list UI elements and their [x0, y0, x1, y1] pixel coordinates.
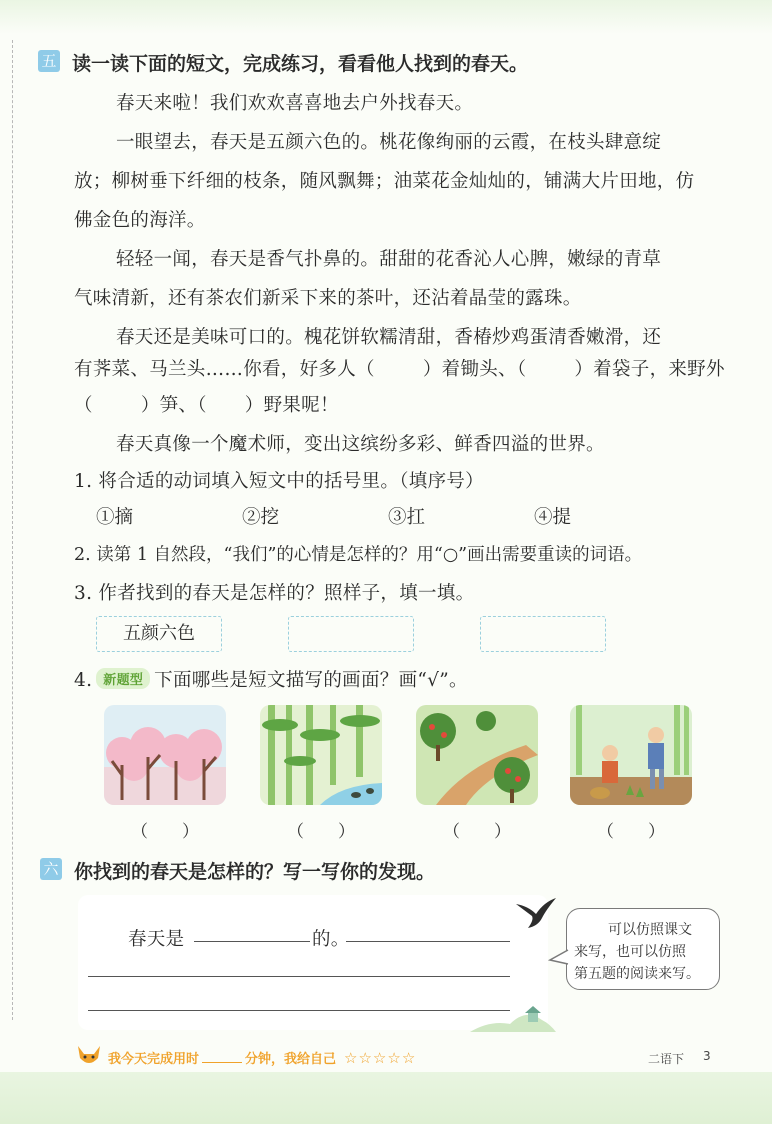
- passage-p4-line3-a: （: [74, 395, 93, 416]
- passage-p3-line1: 轻轻一闻，春天是香气扑鼻的。甜甜的花香沁人心脾，嫩绿的青草: [116, 249, 662, 270]
- section-6-title: 你找到的春天是怎样的？写一写你的发现。: [74, 861, 436, 883]
- footer-minutes-blank[interactable]: [202, 1062, 242, 1063]
- section-5-title: 读一读下面的短文，完成练习，看看他人找到的春天。: [72, 53, 529, 75]
- passage-p4-line3-b: ）笋、（: [140, 395, 207, 416]
- new-type-badge: 新题型: [96, 668, 150, 689]
- top-decor-band: [0, 0, 772, 34]
- fox-icon: [76, 1044, 102, 1068]
- passage-p4-line3: [74, 391, 339, 417]
- option-3: ③扛: [388, 507, 426, 528]
- answer-box-1[interactable]: [288, 616, 414, 652]
- cut-line: [12, 40, 13, 1020]
- footer-stars[interactable]: ☆☆☆☆☆: [344, 1049, 417, 1067]
- footer-text-a: 我今天完成用时: [108, 1052, 200, 1067]
- bottom-decor-band: [0, 1072, 772, 1124]
- option-1: ①摘: [96, 507, 134, 528]
- writing-prompt-start: 春天是: [128, 929, 185, 950]
- passage-p4-line2-a: 有荠菜、马兰头……你看，好多人（: [74, 359, 375, 380]
- passage-p2-line3: 佛金色的海洋。: [74, 210, 206, 231]
- picture-answer-1[interactable]: （ ）: [131, 822, 199, 842]
- question-2: 2. 读第 1 自然段，“我们”的心情是怎样的？用“○”画出需要重读的词语。: [74, 545, 643, 565]
- bubble-tail-icon: [548, 948, 570, 968]
- option-4: ④提: [534, 507, 572, 528]
- footer-time: [108, 1048, 416, 1067]
- writing-prompt-end: 的。: [312, 929, 350, 950]
- writing-line-3[interactable]: [88, 1010, 510, 1011]
- hill-decor-icon: [470, 1002, 556, 1032]
- passage-p4-line2: [74, 355, 725, 381]
- picture-peach-blossom: [104, 705, 226, 805]
- answer-box-2[interactable]: [480, 616, 606, 652]
- passage-p5: 春天真像一个魔术师，变出这缤纷多彩、鲜香四溢的世界。: [116, 434, 605, 455]
- writing-line-2[interactable]: [88, 976, 510, 977]
- question-1: 1. 将合适的动词填入短文中的括号里。（填序号）: [74, 471, 484, 492]
- footer-text-b: 分钟，我给自己: [245, 1052, 337, 1067]
- page-number: 3: [703, 1049, 711, 1063]
- example-box: 五颜六色: [96, 616, 222, 652]
- swallow-icon: [514, 896, 558, 930]
- writing-line-1[interactable]: [346, 941, 510, 942]
- section-5-badge: 五: [38, 50, 60, 72]
- passage-p2-line1: 一眼望去，春天是五颜六色的。桃花像绚丽的云霞，在枝头肆意绽: [116, 132, 662, 153]
- picture-answer-2[interactable]: （ ）: [287, 822, 355, 842]
- tip-line-3: 第五题的阅读来写。: [574, 966, 700, 982]
- picture-bamboo-river: [260, 705, 382, 805]
- question-4-text: 下面哪些是短文描写的画面？画“√”。: [154, 670, 468, 691]
- option-2: ②挖: [242, 507, 280, 528]
- picture-orchard-path: [416, 705, 538, 805]
- tip-line-2: 来写，也可以仿照: [574, 944, 686, 960]
- question-4: [74, 666, 468, 692]
- passage-p4-line3-c: ）野果呢！: [244, 395, 339, 416]
- question-3: 3. 作者找到的春天是怎样的？照样子，填一填。: [74, 583, 475, 604]
- book-label: 二语下: [648, 1052, 685, 1066]
- passage-p4-line2-b: ）着锄头、（: [422, 359, 527, 380]
- section-6-badge: 六: [40, 858, 62, 880]
- question-4-number: 4.: [74, 670, 93, 691]
- picture-answer-3[interactable]: （ ）: [443, 822, 511, 842]
- passage-p4-line2-c: ）着袋子，来野外: [574, 359, 725, 380]
- picture-answer-4[interactable]: （ ）: [597, 822, 665, 842]
- passage-p1: 春天来啦！我们欢欢喜喜地去户外找春天。: [116, 93, 474, 114]
- picture-children-digging: [570, 705, 692, 805]
- passage-p2-line2: 放；柳树垂下纤细的枝条，随风飘舞；油菜花金灿灿的，铺满大片田地，仿: [74, 171, 695, 192]
- tip-line-1: 可以仿照课文: [608, 922, 692, 938]
- passage-p3-line2: 气味清新，还有茶农们新采下来的茶叶，还沾着晶莹的露珠。: [74, 288, 582, 309]
- writing-blank-1[interactable]: [194, 941, 310, 942]
- passage-p4-line1: 春天还是美味可口的。槐花饼软糯清甜，香椿炒鸡蛋清香嫩滑，还: [116, 327, 662, 348]
